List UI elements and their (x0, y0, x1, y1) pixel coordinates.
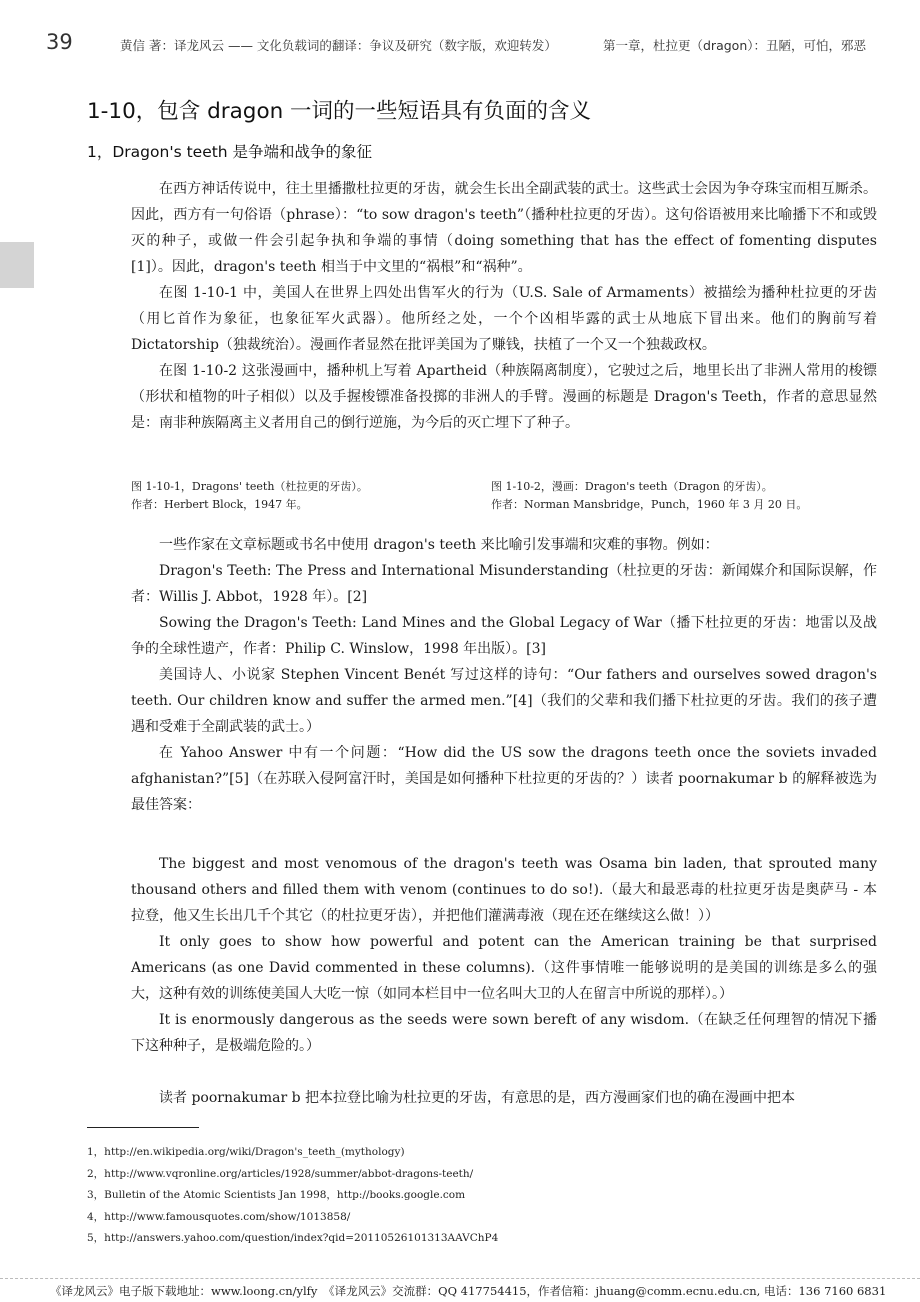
footnote-list (87, 1142, 498, 1250)
subsection-title: 1，Dragon's teeth 是争端和战争的象征 (87, 143, 373, 161)
figure-caption-1-10-2 (491, 478, 807, 514)
caption-line: 图 1-10-1，Dragons' teeth（杜拉更的牙齿）。 (131, 480, 368, 493)
figure-caption-1-10-1 (131, 478, 368, 514)
section-title: 1-10，包含 dragon 一词的一些短语具有负面的含义 (87, 99, 592, 124)
footnote-item: 2，http://www.vqronline.org/articles/1928/summer/abbot-dragons-teeth/ (87, 1167, 474, 1180)
paragraph: 在图 1-10-1 中，美国人在世界上四处出售军火的行为（U.S. Sale of Armaments）被描绘为播种杜拉更的牙齿（用匕首作为象征，也象征军火武器）。他所经之处，一个个凶相毕露的武士从地底下冒出来。他们的胸前写着 Dictatorship（独裁统治）。漫画作者显然在批评美国为了赚钱，扶植了一个又一个独裁政权。 (131, 285, 877, 353)
footnote-item: 3，Bulletin of the Atomic Scientists Jan 1998，http://books.google.com (87, 1189, 466, 1201)
paragraph: The biggest and most venomous of the dragon's teeth was Osama bin laden, that sprouted many thousand others and filled them with venom (continues to do so!).（最大和最恶毒的杜拉更牙齿是奥萨马 - 本拉登，他又生长出几千个其它（的杜拉更牙齿），并把他们灌满毒液（现在还在继续这么做！）） (131, 856, 877, 924)
body-block-quoted-answer (131, 851, 877, 1059)
paragraph: 一些作家在文章标题或书名中使用 dragon's teeth 来比喻引发事端和灾难的事物。例如： (159, 537, 719, 553)
paragraph: 读者 poornakumar b 把本拉登比喻为杜拉更的牙齿，有意思的是，西方漫画家们也的确在漫画中把本 (159, 1090, 795, 1106)
side-tab-marker (0, 242, 34, 288)
paragraph: It is enormously dangerous as the seeds were sown bereft of any wisdom.（在缺乏任何理智的情况下播下这种种子，是极端危险的。） (131, 1012, 877, 1054)
footnote-item: 4，http://www.famousquotes.com/show/1013858/ (87, 1210, 351, 1223)
caption-line: 图 1-10-2，漫画：Dragon's teeth（Dragon 的牙齿）。 (491, 480, 773, 493)
paragraph: Sowing the Dragon's Teeth: Land Mines and the Global Legacy of War（播下杜拉更的牙齿：地雷以及战争的全球性遗产，作者：Philip C. Winslow，1998 年出版）。[3] (131, 615, 877, 657)
running-head-book-title: 黄信 著：译龙风云 —— 文化负载词的翻译：争议及研究（数字版，欢迎转发） (120, 38, 557, 53)
caption-line: 作者：Herbert Block，1947 年。 (131, 498, 308, 511)
paragraph: 在西方神话传说中，往土里播撒杜拉更的牙齿，就会生长出全副武装的武士。这些武士会因为争夺珠宝而相互厮杀。因此，西方有一句俗语（phrase）：“to sow dragon's teeth”（播种杜拉更的牙齿）。这句俗语被用来比喻播下不和或毁灭的种子，或做一件会引起争执和争端的事情（doing something that has the effect of fomenting disputes [1]）。因此，dragon's teeth 相当于中文里的“祸根”和“祸种”。 (131, 181, 877, 275)
paragraph: 在图 1-10-2 这张漫画中，播种机上写着 Apartheid（种族隔离制度），它驶过之后，地里长出了非洲人常用的梭镖（形状和植物的叶子相似）以及手握梭镖准备投掷的非洲人的手臂。漫画的标题是 Dragon's Teeth，作者的意思显然是：南非种族隔离主义者用自己的倒行逆施，为今后的灭亡埋下了种子。 (131, 363, 877, 431)
caption-line: 作者：Norman Mansbridge，Punch，1960 年 3 月 20 日。 (491, 498, 808, 511)
paragraph: 在 Yahoo Answer 中有一个问题：“How did the US sow the dragons teeth once the soviets invaded afghanistan?”[5]（在苏联入侵阿富汗时，美国是如何播种下杜拉更的牙齿的？）读者 poornakumar b 的解释被选为最佳答案： (131, 745, 877, 813)
page-number: 39 (46, 30, 73, 54)
footnote-item: 1，http://en.wikipedia.org/wiki/Dragon's_teeth_(mythology) (87, 1146, 405, 1158)
page-footer: 《译龙风云》电子版下载地址：www.loong.cn/ylfy 《译龙风云》交流群：QQ 417754415，作者信箱：jhuang@comm.ecnu.edu.cn, 电话：136 7160 6831 (50, 1284, 887, 1298)
footer-divider (0, 1278, 920, 1279)
body-block-intro (131, 176, 877, 436)
paragraph: 美国诗人、小说家 Stephen Vincent Benét 写过这样的诗句：“Our fathers and ourselves sowed dragon's teeth. Our children know and suffer the armed men.”[4]（我们的父辈和我们播下杜拉更的牙齿。我们的孩子遭遇和受难于全副武装的武士。） (131, 667, 877, 735)
body-block-continuation (131, 1085, 877, 1111)
paragraph: It only goes to show how powerful and potent can the American training be that surprised Americans (as one David commented in these columns).（这件事情唯一能够说明的是美国的训练是多么的强大，这种有效的训练使美国人大吃一惊（如同本栏目中一位名叫大卫的人在留言中所说的那样）。） (131, 934, 877, 1002)
footnote-item: 5，http://answers.yahoo.com/question/index?qid=20110526101313AAVChP4 (87, 1232, 499, 1244)
running-head-chapter-title: 第一章，杜拉更（dragon）：丑陋，可怕，邪恶 (603, 38, 866, 53)
paragraph: Dragon's Teeth: The Press and International Misunderstanding（杜拉更的牙齿：新闻媒介和国际误解，作者：Willis J. Abbot，1928 年）。[2] (131, 563, 877, 605)
footnote-rule (87, 1127, 199, 1128)
body-block-examples (131, 532, 877, 818)
